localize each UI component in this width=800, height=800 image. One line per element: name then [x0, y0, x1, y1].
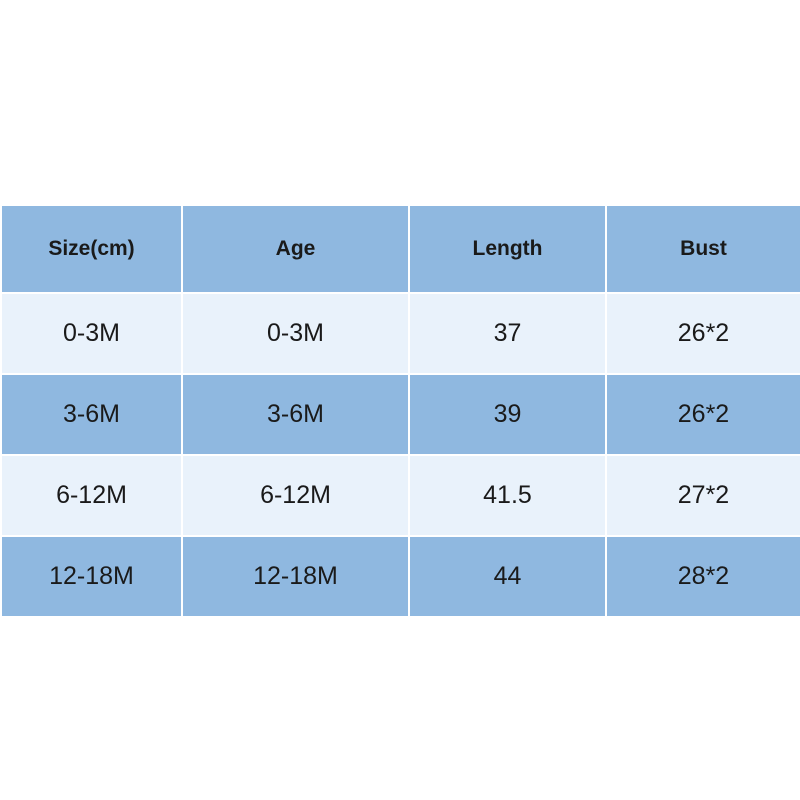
- table-row: [1, 374, 800, 455]
- cell-age: 0-3M: [182, 293, 409, 374]
- cell-length: 44: [409, 536, 606, 617]
- table-row: [1, 455, 800, 536]
- size-chart-table: [0, 204, 800, 618]
- table-row: [1, 293, 800, 374]
- column-header-bust: Bust: [606, 205, 800, 293]
- cell-bust: 28*2: [606, 536, 800, 617]
- table-header-row: [1, 205, 800, 293]
- cell-length: 41.5: [409, 455, 606, 536]
- cell-bust: 27*2: [606, 455, 800, 536]
- cell-bust: 26*2: [606, 374, 800, 455]
- cell-length: 37: [409, 293, 606, 374]
- cell-size: 3-6M: [1, 374, 182, 455]
- column-header-size: Size(cm): [1, 205, 182, 293]
- cell-age: 12-18M: [182, 536, 409, 617]
- column-header-age: Age: [182, 205, 409, 293]
- cell-age: 6-12M: [182, 455, 409, 536]
- cell-size: 6-12M: [1, 455, 182, 536]
- cell-age: 3-6M: [182, 374, 409, 455]
- cell-length: 39: [409, 374, 606, 455]
- table-row: [1, 536, 800, 617]
- column-header-length: Length: [409, 205, 606, 293]
- cell-size: 0-3M: [1, 293, 182, 374]
- size-chart-container: [0, 204, 800, 618]
- cell-bust: 26*2: [606, 293, 800, 374]
- cell-size: 12-18M: [1, 536, 182, 617]
